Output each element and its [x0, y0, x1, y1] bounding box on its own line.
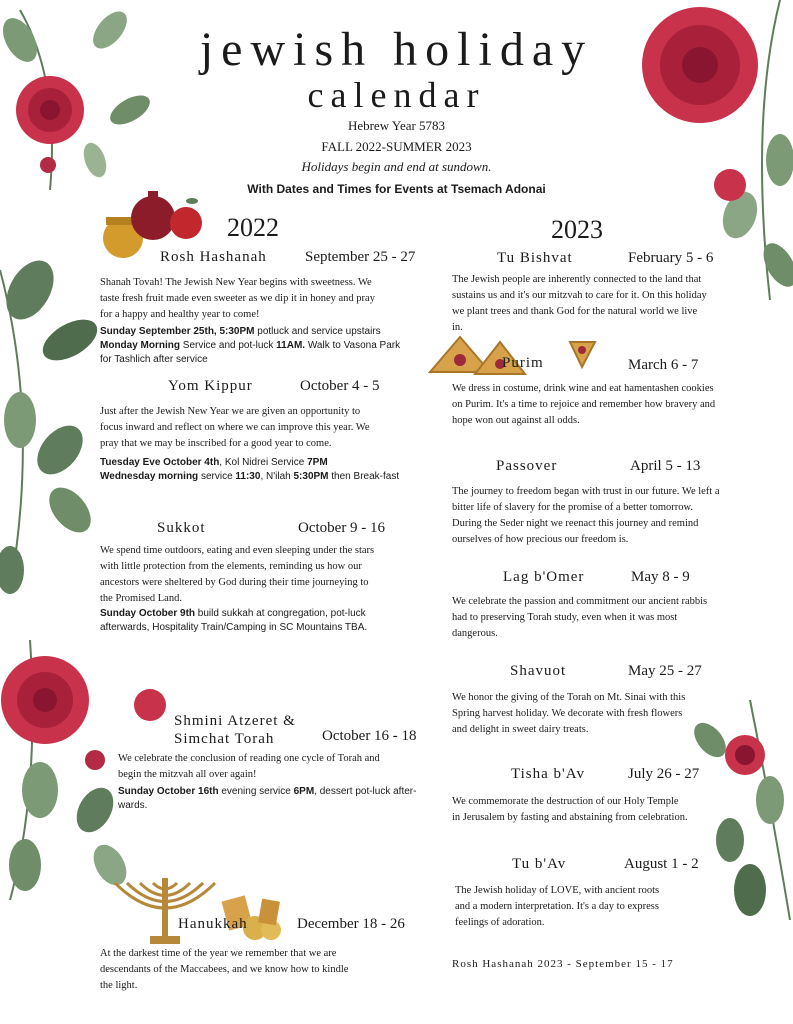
year-2022: 2022	[227, 213, 279, 242]
holiday-name-hanukkah: Hanukkah	[178, 916, 248, 932]
hebrew-year: Hebrew Year 5783	[347, 118, 446, 133]
holiday-dates-tu-bav: August 1 - 2	[624, 856, 699, 872]
holiday-dates-sukkot: October 9 - 16	[298, 520, 386, 536]
holiday-name-sukkot: Sukkot	[157, 520, 206, 536]
holiday-desc-purim: We dress in costume, drink wine and eat hamentashen cookies on Purim. It's a time to rejoice and remember how bravery and hope won out against all odds.	[452, 383, 716, 426]
holiday-dates-tu-bishvat: February 5 - 6	[628, 250, 714, 266]
holiday-name-tisha-bav: Tisha b'Av	[511, 766, 585, 782]
holiday-name-lag-bomer: Lag b'Omer	[503, 569, 585, 585]
title-line-1: jewish holiday	[199, 23, 594, 76]
holiday-dates-yom-kippur: October 4 - 5	[300, 378, 380, 394]
event-note-rosh-hashanah: Sunday September 25th, 5:30PM potluck and service upstairs Monday Morning Service and pot-luck 11AM. Walk to Vasona Park for Tashlich after service	[100, 326, 401, 365]
holiday-desc-hanukkah: At the darkest time of the year we remember that we are descendants of the Maccabees, and we know how to kindle the light.	[100, 948, 349, 991]
holiday-name-rosh-hashanah: Rosh Hashanah	[160, 249, 267, 265]
holiday-desc-yom-kippur: Just after the Jewish New Year we are given an opportunity to focus inward and reflect on where we can improve this year. We pray that we may be inscribed for a good year to come.	[100, 406, 370, 449]
holiday-desc-shavuot: We honor the giving of the Torah on Mt. Sinai with this Spring harvest holiday. We decorate with fresh flowers and delight in sweet dairy treats.	[452, 692, 686, 735]
holiday-desc-lag-bomer: We celebrate the passion and commitment our ancient rabbis had to preserving Torah study, even when it was most dangerous.	[452, 596, 708, 639]
event-note-shmini-atzeret: Sunday October 16th evening service 6PM, dessert pot-luck after- wards.	[118, 786, 417, 811]
holiday-dates-shavuot: May 25 - 27	[628, 663, 702, 679]
title-line-2: calendar	[307, 75, 486, 115]
holiday-desc-tu-bishvat: The Jewish people are inherently connected to the land that sustains us and it's our mitzvah to care for it. On this holiday we plant trees and thank God for the natural world we live in.	[452, 274, 707, 333]
holiday-dates-hanukkah: December 18 - 26	[297, 916, 405, 932]
event-note-sukkot: Sunday October 9th build sukkah at congregation, pot-luck afterwards, Hospitality Train/Camping in SC Mountains TBA.	[100, 608, 368, 633]
holiday-desc-rosh-hashanah: Shanah Tovah! The Jewish New Year begins with sweetness. We taste fresh fruit made even sweeter as we dip it in honey and pray for a happy and healthy year to come!	[100, 277, 375, 320]
holiday-desc-passover: The journey to freedom began with trust in our future. We left a bitter life of slavery for the promise of a better tomorrow. During the Seder night we reenact this journey and remind ourselves of how precious our freedom is.	[452, 486, 720, 545]
holiday-dates-passover: April 5 - 13	[630, 458, 701, 474]
holiday-name-passover: Passover	[496, 458, 558, 474]
holiday-dates-rosh-hashanah: September 25 - 27	[305, 249, 416, 265]
events-note: With Dates and Times for Events at Tsemach Adonai	[247, 182, 546, 196]
year-2023: 2023	[551, 215, 603, 244]
holiday-desc-tu-bav: The Jewish holiday of LOVE, with ancient roots and a modern interpretation. It's a day to express feelings of adoration.	[455, 885, 660, 928]
holiday-name-shmini-atzeret-2: Simchat Torah	[174, 731, 275, 747]
holiday-dates-tisha-bav: July 26 - 27	[628, 766, 700, 782]
holiday-name-shmini-atzeret-1: Shmini Atzeret &	[174, 713, 296, 729]
rosh-hashanah-2023-footer: Rosh Hashanah 2023 - September 15 - 17	[452, 958, 674, 970]
holiday-name-shavuot: Shavuot	[510, 663, 567, 679]
menorah-dreidel-icon	[105, 858, 290, 948]
holiday-desc-sukkot: We spend time outdoors, eating and even sleeping under the stars with little protection from the elements, reminding us how our ancestors were sheltered by God during their time journeying to the Promised Land.	[100, 545, 375, 604]
holiday-dates-lag-bomer: May 8 - 9	[631, 569, 690, 585]
holiday-dates-purim: March 6 - 7	[628, 357, 699, 373]
holiday-name-yom-kippur: Yom Kippur	[168, 378, 253, 394]
event-note-yom-kippur: Tuesday Eve October 4th, Kol Nidrei Service 7PM Wednesday morning service 11:30, N'ilah 5:30PM then Break-fast	[100, 457, 400, 482]
holiday-desc-shmini-atzeret: We celebrate the conclusion of reading one cycle of Torah and begin the mitzvah all over again!	[118, 753, 380, 780]
holiday-name-purim: Purim	[502, 355, 544, 371]
holiday-desc-tisha-bav: We commemorate the destruction of our Holy Temple in Jerusalem by fasting and abstaining from celebration.	[452, 796, 688, 823]
holiday-name-tu-bav: Tu b'Av	[512, 856, 567, 872]
holiday-dates-shmini-atzeret: October 16 - 18	[322, 728, 417, 744]
holiday-name-tu-bishvat: Tu Bishvat	[497, 250, 573, 266]
season-range: FALL 2022-SUMMER 2023	[321, 139, 472, 154]
sundown-note: Holidays begin and end at sundown.	[301, 159, 492, 174]
